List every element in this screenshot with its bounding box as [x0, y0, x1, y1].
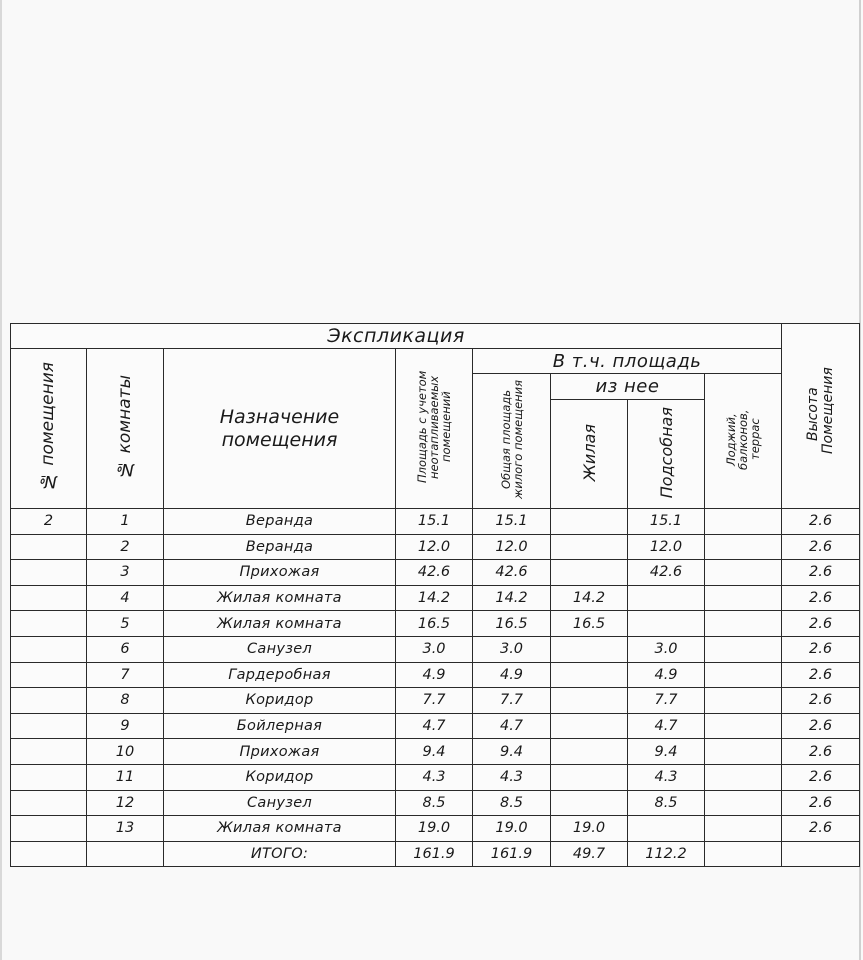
living-cell — [551, 534, 628, 560]
room-cell: 10 — [87, 739, 164, 765]
height-cell: 2.6 — [782, 585, 860, 611]
room-cell: 12 — [87, 790, 164, 816]
room-cell: 11 — [87, 764, 164, 790]
purpose-cell: Жилая комната — [164, 585, 396, 611]
purpose-cell: Санузел — [164, 790, 396, 816]
auxiliary-cell — [628, 816, 705, 842]
premise-cell: 2 — [11, 509, 87, 535]
area-cell: 15.1 — [396, 509, 473, 535]
height-cell: 2.6 — [782, 662, 860, 688]
left-edge-shadow — [0, 0, 2, 960]
table-row — [11, 713, 860, 739]
table-row — [11, 739, 860, 765]
height-cell: 2.6 — [782, 636, 860, 662]
including-area-header: В т.ч. площадь — [473, 349, 782, 374]
premise-cell — [11, 534, 87, 560]
table-row — [11, 534, 860, 560]
table-row — [11, 560, 860, 586]
premise-cell — [11, 560, 87, 586]
premise-no-header-label: № помещения — [38, 361, 58, 492]
purpose-cell: Веранда — [164, 509, 396, 535]
auxiliary-cell: 3.0 — [628, 636, 705, 662]
auxiliary-cell — [628, 611, 705, 637]
height-header-label: Высота Помещения — [804, 367, 836, 454]
loggia-cell — [705, 764, 782, 790]
total-loggia — [705, 841, 782, 866]
table-title: Экспликация — [11, 324, 782, 349]
loggia-cell — [705, 688, 782, 714]
total-area-cell: 4.9 — [473, 662, 551, 688]
auxiliary-cell: 4.9 — [628, 662, 705, 688]
total-area-cell: 14.2 — [473, 585, 551, 611]
height-header — [782, 324, 860, 509]
premise-no-header — [11, 349, 87, 509]
room-cell: 6 — [87, 636, 164, 662]
living-cell: 19.0 — [551, 816, 628, 842]
table-row — [11, 662, 860, 688]
premise-cell — [11, 739, 87, 765]
premise-cell — [11, 713, 87, 739]
loggia-cell — [705, 713, 782, 739]
room-cell: 7 — [87, 662, 164, 688]
room-cell: 1 — [87, 509, 164, 535]
table-row — [11, 790, 860, 816]
area-cell: 12.0 — [396, 534, 473, 560]
auxiliary-cell: 42.6 — [628, 560, 705, 586]
room-cell: 8 — [87, 688, 164, 714]
table-row — [11, 585, 860, 611]
auxiliary-cell: 9.4 — [628, 739, 705, 765]
height-cell: 2.6 — [782, 713, 860, 739]
loggia-cell — [705, 611, 782, 637]
premise-cell — [11, 662, 87, 688]
height-cell: 2.6 — [782, 790, 860, 816]
of-which-header: из нее — [551, 374, 705, 400]
living-header-label: Жилая — [579, 423, 599, 481]
loggia-cell — [705, 585, 782, 611]
height-cell: 2.6 — [782, 509, 860, 535]
table-row — [11, 611, 860, 637]
premise-cell — [11, 636, 87, 662]
table-row — [11, 636, 860, 662]
area-cell: 9.4 — [396, 739, 473, 765]
explication-table — [10, 323, 860, 867]
auxiliary-cell: 4.3 — [628, 764, 705, 790]
height-cell: 2.6 — [782, 534, 860, 560]
loggia-cell — [705, 790, 782, 816]
room-cell — [87, 841, 164, 866]
purpose-cell: Прихожая — [164, 739, 396, 765]
living-cell — [551, 688, 628, 714]
total-height — [782, 841, 860, 866]
premise-cell — [11, 764, 87, 790]
auxiliary-cell: 4.7 — [628, 713, 705, 739]
purpose-header-label: Назначение помещения — [219, 405, 340, 451]
total-area-cell: 19.0 — [473, 816, 551, 842]
premise-cell — [11, 816, 87, 842]
room-cell: 9 — [87, 713, 164, 739]
total-area-with-non-heated: 161.9 — [396, 841, 473, 866]
total-area-cell: 42.6 — [473, 560, 551, 586]
area-cell: 8.5 — [396, 790, 473, 816]
area-cell: 4.9 — [396, 662, 473, 688]
table-row — [11, 764, 860, 790]
area-header — [396, 349, 473, 509]
total-area-cell: 8.5 — [473, 790, 551, 816]
area-cell: 14.2 — [396, 585, 473, 611]
total-area-cell: 4.3 — [473, 764, 551, 790]
auxiliary-cell — [628, 585, 705, 611]
living-cell — [551, 713, 628, 739]
purpose-header — [164, 349, 396, 509]
premise-cell — [11, 611, 87, 637]
area-cell: 4.3 — [396, 764, 473, 790]
loggia-cell — [705, 534, 782, 560]
loggias-header-label: Лоджий, балконов, террас — [724, 408, 763, 470]
area-cell: 7.7 — [396, 688, 473, 714]
total-area-cell: 3.0 — [473, 636, 551, 662]
auxiliary-header-label: Подсобная — [656, 406, 676, 498]
totals-row — [11, 841, 860, 866]
total-living: 49.7 — [551, 841, 628, 866]
purpose-cell: Коридор — [164, 688, 396, 714]
premise-cell — [11, 585, 87, 611]
purpose-cell: Гардеробная — [164, 662, 396, 688]
auxiliary-cell: 12.0 — [628, 534, 705, 560]
living-cell — [551, 790, 628, 816]
height-cell: 2.6 — [782, 688, 860, 714]
purpose-cell: Коридор — [164, 764, 396, 790]
height-cell: 2.6 — [782, 611, 860, 637]
room-no-header-label: № комнаты — [114, 374, 135, 479]
loggia-cell — [705, 816, 782, 842]
totals-label: ИТОГО: — [164, 841, 396, 866]
auxiliary-header — [628, 400, 705, 509]
purpose-cell: Прихожая — [164, 560, 396, 586]
area-cell: 42.6 — [396, 560, 473, 586]
loggia-cell — [705, 509, 782, 535]
auxiliary-cell: 7.7 — [628, 688, 705, 714]
table-row — [11, 816, 860, 842]
room-cell: 2 — [87, 534, 164, 560]
living-cell — [551, 509, 628, 535]
area-cell: 16.5 — [396, 611, 473, 637]
living-cell — [551, 636, 628, 662]
total-area-cell: 7.7 — [473, 688, 551, 714]
living-cell: 14.2 — [551, 585, 628, 611]
auxiliary-cell: 15.1 — [628, 509, 705, 535]
loggia-cell — [705, 560, 782, 586]
living-cell — [551, 739, 628, 765]
living-cell — [551, 764, 628, 790]
loggia-cell — [705, 662, 782, 688]
height-cell: 2.6 — [782, 739, 860, 765]
living-cell — [551, 662, 628, 688]
loggia-cell — [705, 636, 782, 662]
purpose-cell: Санузел — [164, 636, 396, 662]
purpose-cell: Веранда — [164, 534, 396, 560]
purpose-cell: Жилая комната — [164, 611, 396, 637]
area-cell: 19.0 — [396, 816, 473, 842]
room-no-header — [87, 349, 164, 509]
room-cell: 5 — [87, 611, 164, 637]
living-cell — [551, 560, 628, 586]
loggia-cell — [705, 739, 782, 765]
height-cell: 2.6 — [782, 560, 860, 586]
table-row — [11, 688, 860, 714]
living-header — [551, 400, 628, 509]
area-cell: 4.7 — [396, 713, 473, 739]
total-living-area-header-label: Общая площадь жилого помещения — [498, 379, 525, 499]
living-cell: 16.5 — [551, 611, 628, 637]
purpose-cell: Жилая комната — [164, 816, 396, 842]
room-cell: 13 — [87, 816, 164, 842]
total-area-cell: 12.0 — [473, 534, 551, 560]
premise-cell — [11, 688, 87, 714]
table-row — [11, 509, 860, 535]
area-cell: 3.0 — [396, 636, 473, 662]
total-area-cell: 4.7 — [473, 713, 551, 739]
room-cell: 3 — [87, 560, 164, 586]
premise-cell — [11, 841, 87, 866]
total-area-cell: 15.1 — [473, 509, 551, 535]
total-area-cell: 16.5 — [473, 611, 551, 637]
loggias-header — [705, 374, 782, 509]
total-living-area-header — [473, 374, 551, 509]
height-cell: 2.6 — [782, 816, 860, 842]
total-auxiliary: 112.2 — [628, 841, 705, 866]
premise-cell — [11, 790, 87, 816]
room-cell: 4 — [87, 585, 164, 611]
auxiliary-cell: 8.5 — [628, 790, 705, 816]
purpose-cell: Бойлерная — [164, 713, 396, 739]
total-area-cell: 9.4 — [473, 739, 551, 765]
height-cell: 2.6 — [782, 764, 860, 790]
area-header-label: Площадь с учетом неотапливаемых помещений — [415, 370, 453, 483]
total-living-area: 161.9 — [473, 841, 551, 866]
